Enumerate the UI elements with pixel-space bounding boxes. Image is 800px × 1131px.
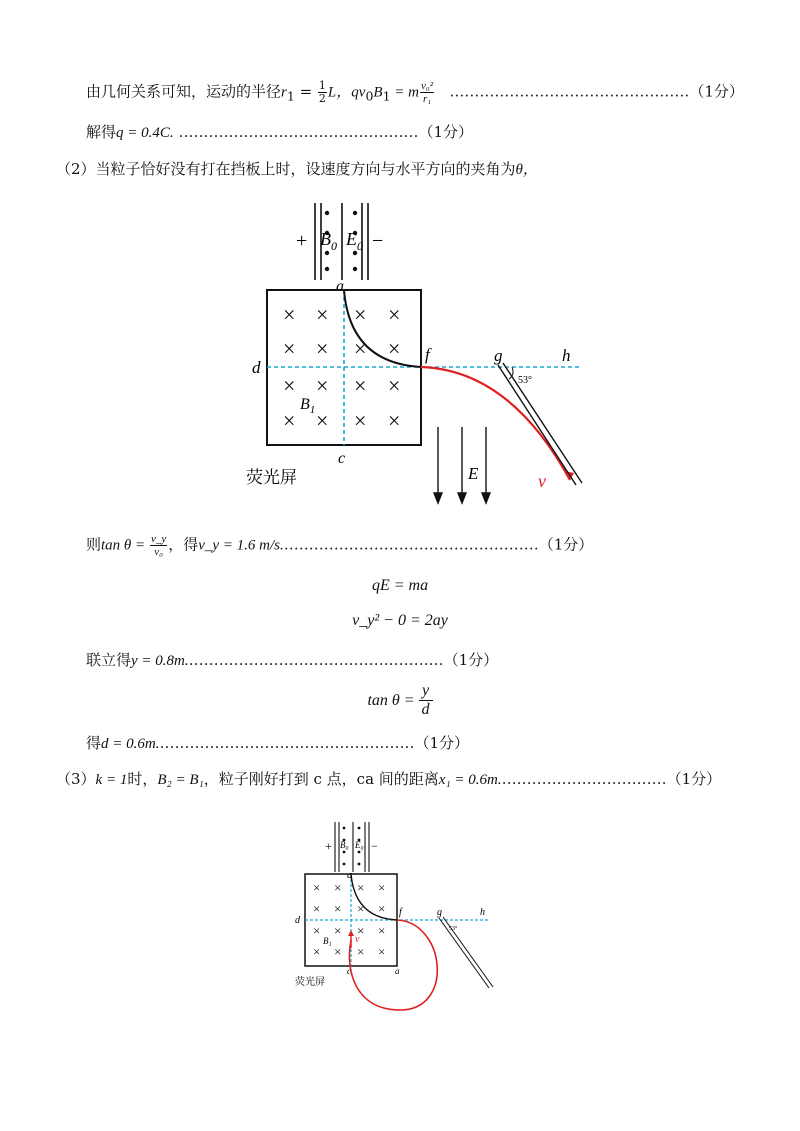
tan: tan θ =: [101, 537, 149, 554]
field-arrows: [434, 427, 490, 503]
cross: ×: [378, 923, 386, 938]
cross: ×: [313, 901, 321, 916]
text: 时，: [127, 770, 158, 788]
trajectory-parabola: [421, 367, 570, 480]
cross: ×: [354, 336, 367, 361]
num: y: [419, 682, 433, 701]
cross: ×: [316, 336, 329, 361]
text: 则: [86, 535, 102, 554]
num: 1: [318, 79, 326, 92]
expr: d = 0.6m.: [101, 736, 160, 752]
label-c: c: [347, 966, 351, 976]
cross: ×: [283, 408, 296, 433]
expr: k = 1: [95, 772, 128, 788]
minus-sign: −: [371, 839, 378, 853]
label-B1: [300, 396, 315, 416]
figure-1: [230, 195, 610, 515]
den: r₁: [422, 93, 432, 105]
num: v_y: [150, 533, 167, 545]
cross: ×: [334, 923, 342, 938]
dots: …………………………………………: [178, 123, 419, 141]
score: （1分）: [689, 82, 744, 101]
label-B1: B₁: [323, 936, 332, 946]
line-y: [86, 649, 498, 672]
E0-main: E: [346, 229, 357, 249]
angle-label: 53°: [449, 926, 458, 932]
cross: ×: [313, 944, 321, 959]
score: （1分）: [418, 123, 473, 141]
label-f: f: [425, 345, 430, 364]
cross: ×: [316, 408, 329, 433]
expr: B₂ = B₁: [157, 772, 204, 788]
label-g: g: [437, 907, 442, 918]
label-a-top: a: [347, 870, 352, 881]
B1-main: B: [300, 396, 310, 413]
cross: ×: [378, 901, 386, 916]
dots: ……………………………………………: [283, 535, 539, 554]
label-B0: B₀: [340, 840, 349, 850]
label-screen: 荧光屏: [295, 977, 325, 988]
cross: ×: [354, 408, 367, 433]
cross: ×: [357, 944, 365, 959]
text: （2）当粒子恰好没有打在挡板上时，设速度方向与水平方向的夹角为: [56, 160, 516, 178]
label-f: f: [399, 907, 402, 918]
cross: ×: [388, 373, 401, 398]
score: （1分）: [666, 770, 722, 788]
expr: v_y = 1.6 m/s.: [198, 537, 284, 554]
angle-label: 53°: [518, 375, 532, 386]
cross: ×: [313, 880, 321, 895]
cross: ×: [313, 923, 321, 938]
text: 由几何关系可知，运动的半径: [86, 82, 282, 101]
cross: ×: [334, 880, 342, 895]
dots: ……………………………………………: [159, 734, 415, 752]
cross: ×: [283, 302, 296, 327]
label-screen: 荧光屏: [246, 468, 297, 487]
fraction-half: [318, 80, 327, 105]
cross: ×: [334, 944, 342, 959]
dots: ……………………………………………: [188, 651, 444, 669]
fraction-y-d: [419, 682, 433, 719]
score: （1分）: [414, 734, 470, 752]
baffle: [498, 363, 582, 485]
dots: …………………………………………: [449, 82, 690, 101]
figure-2: [285, 820, 515, 1020]
label-h: h: [480, 907, 485, 918]
line-part3: [56, 768, 721, 791]
label-d: d: [295, 915, 300, 926]
text: 解得: [86, 123, 117, 141]
label-h: h: [562, 346, 571, 365]
label-g: g: [494, 346, 503, 365]
fraction-v2-r: [420, 80, 434, 105]
label-v: v: [355, 934, 360, 945]
B0-sub: 0: [331, 239, 337, 253]
sub: 1: [286, 88, 295, 104]
line-d: [86, 732, 469, 755]
label-d: d: [252, 358, 261, 377]
theta: θ，: [515, 162, 538, 178]
tan: tan θ =: [367, 692, 419, 709]
eq-tan-y-d: [0, 682, 800, 719]
eq-qE: qE = ma: [371, 577, 429, 594]
eq-m: = m: [390, 84, 419, 101]
den: 2: [318, 92, 326, 105]
cross: ×: [283, 373, 296, 398]
line-charge: [86, 121, 473, 144]
text: （3）: [56, 770, 96, 788]
dots: ……………………………: [501, 770, 667, 788]
label-B0: [320, 229, 337, 253]
fraction-vy-v0: [150, 533, 167, 558]
cross: ×: [378, 944, 386, 959]
B0-main: B: [320, 229, 331, 249]
label-a: a: [336, 278, 344, 295]
eq: =: [294, 82, 317, 101]
cross: ×: [388, 302, 401, 327]
B1-sub: 1: [309, 404, 316, 416]
cross: ×: [354, 373, 367, 398]
text: 得: [86, 734, 102, 752]
minus-sign: −: [372, 230, 384, 252]
E0-sub: 0: [357, 239, 363, 253]
den: d: [421, 701, 430, 718]
var-r: r: [281, 84, 287, 101]
var-B: B: [373, 84, 383, 101]
text: ，得: [168, 535, 199, 554]
sub: 0: [365, 88, 374, 104]
score: （1分）: [538, 535, 594, 554]
label-c: c: [338, 450, 346, 467]
text: 联立得: [86, 651, 132, 669]
line-radius: [86, 80, 744, 108]
plus-sign: +: [296, 230, 308, 252]
plus-sign: +: [325, 839, 332, 853]
var-L: L，: [327, 84, 352, 101]
line-tan-theta: [86, 533, 593, 558]
label-E: E: [468, 464, 479, 483]
baffle: [439, 917, 493, 988]
cross: ×: [357, 901, 365, 916]
score: （1分）: [443, 651, 499, 669]
expr: x₁ = 0.6m.: [438, 772, 502, 788]
line-part2-intro: [56, 158, 538, 181]
expr: y = 0.8m.: [131, 653, 189, 669]
eq-kinematics: v_y² − 0 = 2ay: [352, 612, 448, 629]
den: v₀: [154, 546, 163, 558]
cross: ×: [357, 923, 365, 938]
cross: ×: [283, 336, 296, 361]
var-qv: qv: [351, 84, 366, 101]
velocity-arrowhead: [348, 930, 354, 936]
cross: ×: [378, 880, 386, 895]
cross: ×: [334, 901, 342, 916]
label-a-bottom: a: [395, 966, 400, 976]
num: v₀²: [420, 80, 433, 92]
label-E0: [345, 229, 363, 253]
cross: ×: [357, 880, 365, 895]
label-v: v: [538, 471, 546, 491]
cross: ×: [388, 408, 401, 433]
text: ，粒子刚好打到 c 点，ca 间的距离: [203, 770, 439, 788]
cross: ×: [354, 302, 367, 327]
sub: 1: [382, 88, 391, 104]
cross: ×: [316, 302, 329, 327]
label-E0: E₀: [355, 840, 364, 850]
cross: ×: [388, 336, 401, 361]
expr: q = 0.4C.: [116, 125, 174, 141]
cross: ×: [316, 373, 329, 398]
